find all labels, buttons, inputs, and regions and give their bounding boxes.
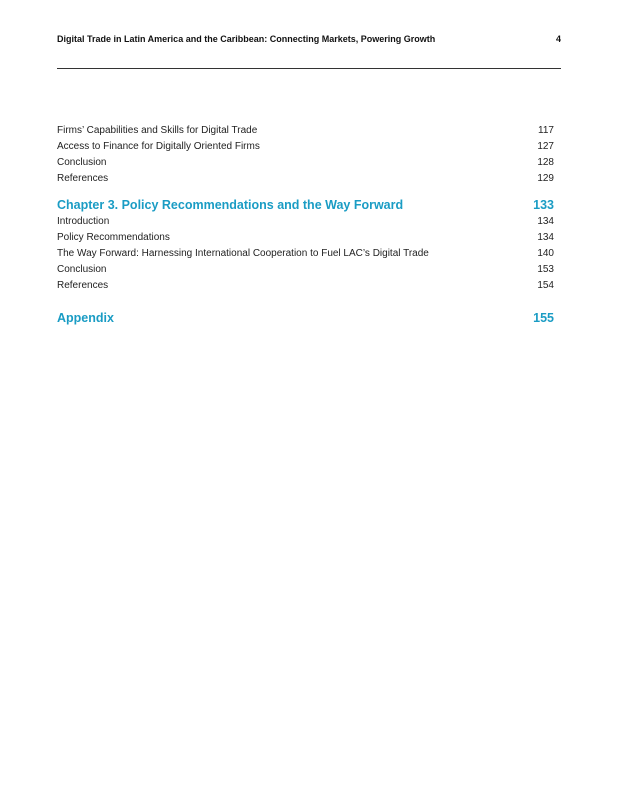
toc-entry-page: 134 [537,216,554,227]
toc-entry[interactable] [57,155,554,171]
toc-entry[interactable] [57,246,554,262]
toc-entry[interactable] [57,278,554,294]
toc-appendix-label: Appendix [57,311,114,325]
toc-entry-page: 129 [537,173,554,184]
header-divider [57,68,561,69]
toc-entry-label: Firms’ Capabilities and Skills for Digital Trade [57,125,258,136]
toc-entry-page: 140 [537,248,554,259]
toc-entry[interactable] [57,171,554,187]
toc-entry-label: Access to Finance for Digitally Oriented Firms [57,141,260,152]
toc-entry[interactable] [57,262,554,278]
toc-entry-page: 127 [537,141,554,152]
toc-entry-page: 153 [537,264,554,275]
running-header [57,34,561,44]
toc-entry-page: 134 [537,232,554,243]
toc-entry-label: The Way Forward: Harnessing International Cooperation to Fuel LAC’s Digital Trade [57,248,429,259]
toc-appendix-page: 155 [533,311,554,325]
document-title: Digital Trade in Latin America and the Caribbean: Connecting Markets, Powering Growth [57,34,436,44]
toc-chapter-page: 133 [533,198,554,212]
toc-appendix[interactable] [57,309,554,327]
table-of-contents [57,123,554,327]
toc-entry[interactable] [57,214,554,230]
toc-entry-label: Policy Recommendations [57,232,170,243]
toc-section-chapter2-end [57,123,554,187]
toc-entry-label: Introduction [57,216,110,227]
toc-entry-label: Conclusion [57,157,107,168]
toc-entry[interactable] [57,230,554,246]
toc-entry-label: Conclusion [57,264,107,275]
toc-chapter-3[interactable] [57,196,554,214]
toc-entry-page: 128 [537,157,554,168]
toc-entry-label: References [57,173,109,184]
toc-entry[interactable] [57,139,554,155]
page-number: 4 [555,34,561,44]
toc-entry-page: 154 [537,280,554,291]
toc-chapter-label: Chapter 3. Policy Recommendations and the Way Forward [57,198,404,212]
toc-entry-page: 117 [538,125,554,136]
toc-entry[interactable] [57,123,554,139]
toc-section-chapter3 [57,214,554,294]
toc-entry-label: References [57,280,109,291]
